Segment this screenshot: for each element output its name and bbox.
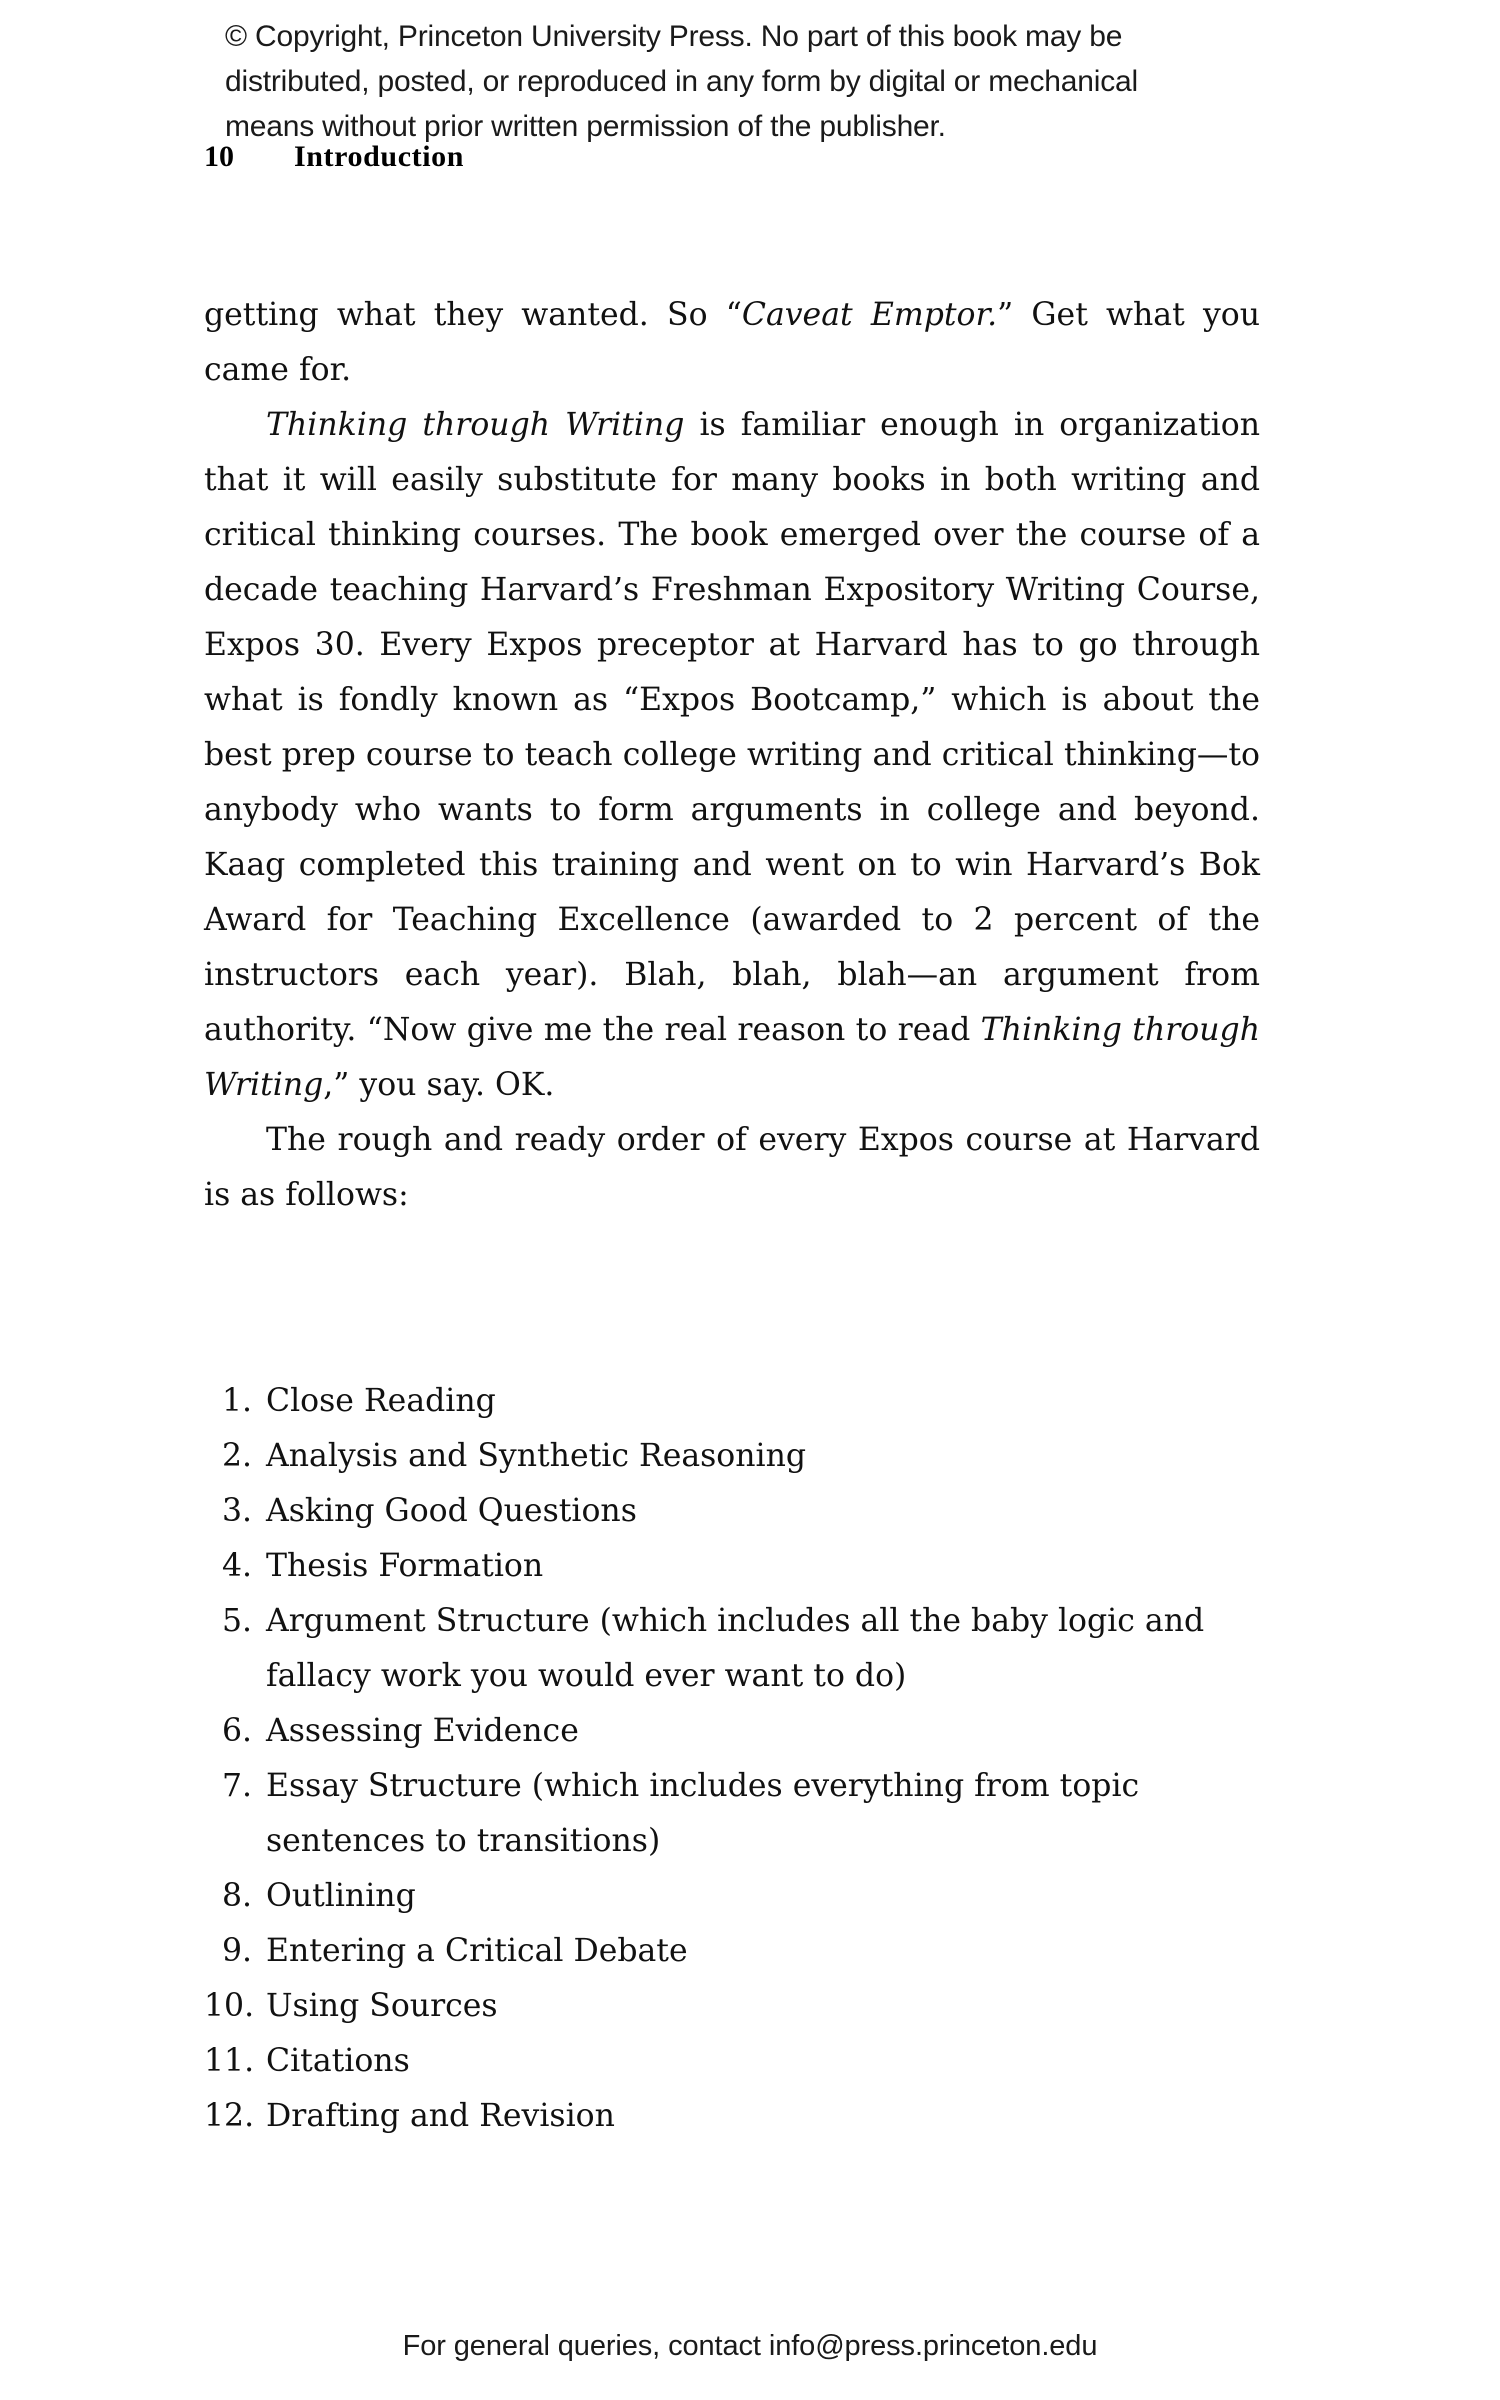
list-item-number: 5. [221, 1603, 252, 1639]
paragraph-1 [204, 288, 1260, 398]
paragraph-2-part-1: is familiar enough in organization that it will easily substitute for many books in both writing and critical thinking courses. The book emerged over the course of a decade teaching Harvard’s Freshman Expository Writing Course, Expos 30. Every Expos preceptor at Harvard has to go through what is fondly known as “Expos Bootcamp,” which is about the best prep course to teach college writing and critical thinking—to anybody who wants to form arguments in college and beyond. Kaag completed this training and went on to win Harvard’s Bok Award for Teaching Excellence (awarded to 2 percent of the instructors each year). Blah, blah, blah—an argument from authority. “Now give me the real reason to read [204, 407, 1260, 1048]
paragraph-1-part-2: ” Get what you came for. [204, 297, 1260, 388]
list-item-label: Citations [266, 2043, 410, 2079]
list-item [204, 2089, 1284, 2144]
list-item-number: 12. [204, 2098, 255, 2134]
copyright-line-3: means without prior written permission of the publisher. [225, 110, 946, 143]
page-footer: For general queries, contact info@press.princeton.edu [402, 2330, 1098, 2362]
list-item-label: Close Reading [266, 1383, 496, 1419]
list-item-label: Analysis and Synthetic Reasoning [266, 1438, 807, 1474]
list-item [204, 2034, 1284, 2089]
course-order-list [204, 1374, 1284, 2144]
list-item-label: Thesis Formation [266, 1548, 544, 1584]
list-item [204, 1539, 1284, 1594]
paragraph-2-italic-title-1: Thinking through Writing [266, 407, 685, 443]
list-item-label: Asking Good Questions [266, 1493, 637, 1529]
list-item-number: 3. [221, 1493, 252, 1529]
list-item [204, 1869, 1284, 1924]
list-item-label: Entering a Critical Debate [266, 1933, 688, 1969]
paragraph-2-italic-title-2: Thinking through Writing [204, 1012, 1260, 1103]
list-item-number: 8. [221, 1878, 252, 1914]
list-item [204, 1594, 1284, 1704]
list-item-label: Argument Structure (which includes all the baby logic and fallacy work you would ever want to do) [266, 1603, 1205, 1694]
list-item-number: 11. [204, 2043, 255, 2079]
list-item-number: 6. [221, 1713, 252, 1749]
paragraph-3: The rough and ready order of every Expos course at Harvard is as follows: [204, 1122, 1260, 1213]
list-item [204, 1704, 1284, 1759]
list-item [204, 1924, 1284, 1979]
list-item-label: Outlining [266, 1878, 416, 1914]
list-item-number: 7. [221, 1768, 252, 1804]
copyright-line-1: © Copyright, Princeton University Press. No part of this book may be [225, 20, 1123, 53]
list-item [204, 1484, 1284, 1539]
list-item [204, 1979, 1284, 2034]
list-item [204, 1429, 1284, 1484]
copyright-notice [225, 14, 1290, 149]
paragraph-2 [204, 398, 1260, 1113]
copyright-line-2: distributed, posted, or reproduced in any form by digital or mechanical [225, 65, 1138, 98]
paragraph-1-part-1: getting what they wanted. So “ [204, 297, 742, 333]
list-item [204, 1374, 1284, 1429]
list-item-label: Essay Structure (which includes everything from topic sentences to transitions) [266, 1768, 1140, 1859]
running-head [204, 140, 1304, 174]
list-item-label: Using Sources [266, 1988, 498, 2024]
paragraph-1-italic-title: Caveat Emptor. [741, 297, 998, 333]
list-item-label: Assessing Evidence [266, 1713, 579, 1749]
list-item-number: 4. [221, 1548, 252, 1584]
list-item-number: 10. [204, 1988, 255, 2024]
page-number: 10 [204, 140, 234, 173]
list-item-number: 9. [221, 1933, 252, 1969]
list-item-label: Drafting and Revision [266, 2098, 615, 2134]
body-text [204, 288, 1260, 1223]
list-item-number: 2. [221, 1438, 252, 1474]
running-head-title: Introduction [294, 140, 465, 173]
list-item-number: 1. [221, 1383, 252, 1419]
list-item [204, 1759, 1284, 1869]
paragraph-2-part-2: ,” you say. OK. [323, 1067, 555, 1103]
